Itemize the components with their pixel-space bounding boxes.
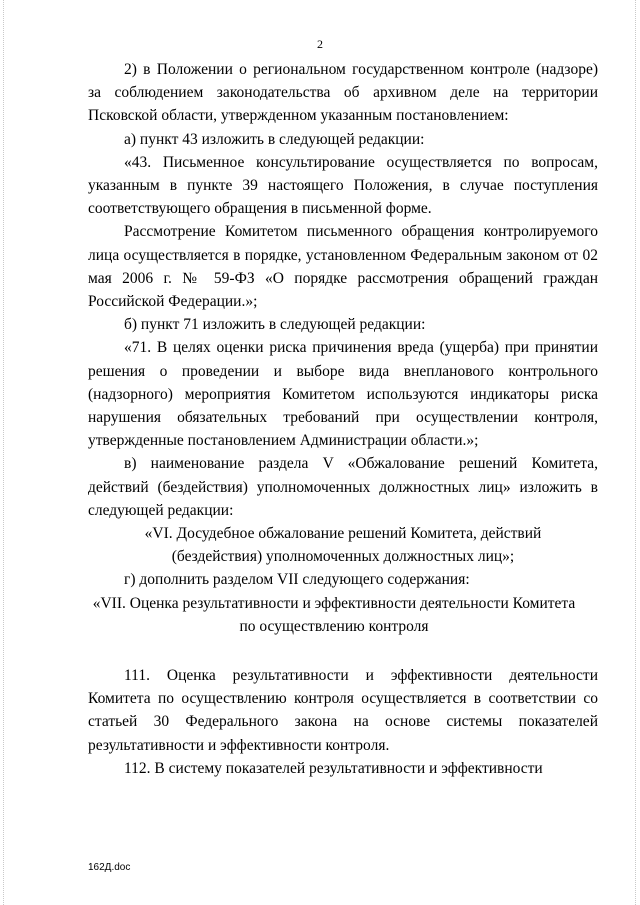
paragraph-item-a: а) пункт 43 изложить в следующей редакции: — [124, 130, 425, 148]
paragraph-item-g: г) дополнить разделом VII следующего содержания: — [124, 571, 470, 589]
section-vii-heading-line-1: «VII. Оценка результативности и эффективности деятельности Комитета — [92, 594, 576, 612]
section-vi-title-line-2: (бездействия) уполномоченных должностных лиц»; — [171, 548, 515, 566]
paragraph-point-111: 111. Оценка результативности и эффективности деятельности Комитета по осуществлению контроля осуществляется в соответствии со статьей 30 Федерального закона на основе системы показателей результативности и эффективности контроля. — [88, 667, 598, 754]
paragraph-item-v: в) наименование раздела V «Обжалование решений Комитета, действий (бездействия) уполномоченных должностных лиц» изложить в следующей редакции: — [88, 455, 598, 519]
section-vi-title-line-1: «VI. Досудебное обжалование решений Комитета, действий — [144, 525, 542, 543]
page-number: 2 — [317, 37, 323, 51]
paragraph-point-43: «43. Письменное консультирование осуществляется по вопросам, указанным в пункте 39 настоящего Положения, в случае поступления соответствующего обращения в письменной форме. — [88, 153, 598, 218]
file-name-footer: 162Д.doc — [88, 862, 131, 873]
document-body — [88, 58, 598, 780]
paragraph-point-112: 112. В систему показателей результативности и эффективности — [124, 759, 543, 777]
paragraph-point-71: «71. В целях оценки риска причинения вреда (ущерба) при принятии решения о проведении и выборе вида внепланового контрольного (надзорного) мероприятия Комитетом используются индикаторы риска нарушения обязательных требований при осуществлении контроля, утвержденные постановлением Администрации области.»; — [88, 339, 598, 450]
scan-edge-left — [3, 0, 5, 905]
section-vii-heading-line-2: по осуществлению контроля — [239, 617, 429, 635]
paragraph-item-b: б) пункт 71 изложить в следующей редакции: — [124, 316, 426, 334]
scan-edge-right — [635, 0, 637, 905]
paragraph-amendment-2: 2) в Положении о региональном государственном контроле (надзоре) за соблюдением законодательства об архивном деле на территории Псковской области, утвержденном указанным постановлением: — [88, 61, 598, 125]
paragraph-review: Рассмотрение Комитетом письменного обращения контролируемого лица осуществляется в порядке, установленном Федеральным законом от 02 мая 2006 г. № 59-ФЗ «О порядке рассмотрения обращений граждан Российской Федерации.»; — [88, 223, 598, 311]
spacer — [88, 638, 598, 664]
